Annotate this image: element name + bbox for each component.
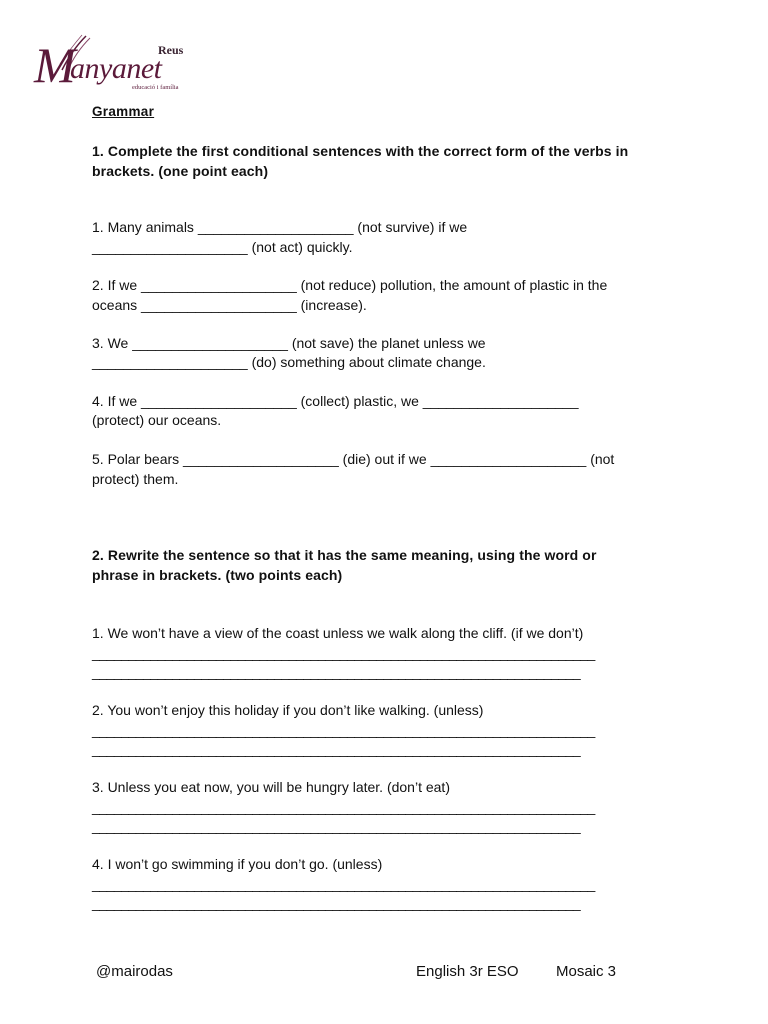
exercise2-item3-answer-line2[interactable]: ___________________________________________________________________ xyxy=(92,818,581,834)
section2-instruction-line2: phrase in brackets. (two points each) xyxy=(92,567,343,583)
logo-tagline: educació i família xyxy=(132,84,179,91)
exercise2-item3-prompt: 3. Unless you eat now, you will be hungry later. (don’t eat) xyxy=(92,779,450,795)
exercise1-item1-line2: ____________________ (not act) quickly. xyxy=(92,239,353,255)
logo-initial: M xyxy=(34,37,76,93)
page-title: Grammar xyxy=(92,104,155,119)
section2-instruction-line1: 2. Rewrite the sentence so that it has the same meaning, using the word or xyxy=(92,547,597,563)
exercise2-item1-answer-line1[interactable]: _____________________________________________________________________ xyxy=(92,645,595,661)
exercise2-item2-prompt: 2. You won’t enjoy this holiday if you don’t like walking. (unless) xyxy=(92,702,484,718)
exercise2-item2-answer-line1[interactable]: _____________________________________________________________________ xyxy=(92,722,595,738)
exercise1-item4-line2: (protect) our oceans. xyxy=(92,412,222,428)
exercise1-item1-line1: 1. Many animals ____________________ (not survive) if we xyxy=(92,219,468,235)
exercise2-item3-answer-line1[interactable]: _____________________________________________________________________ xyxy=(92,799,595,815)
footer-book: Mosaic 3 xyxy=(556,963,617,980)
logo-name: anyanet xyxy=(70,52,162,85)
exercise1-item2-line1: 2. If we ____________________ (not reduce) pollution, the amount of plastic in the xyxy=(92,277,608,293)
exercise2-item4-answer-line1[interactable]: _____________________________________________________________________ xyxy=(92,876,595,892)
exercise2-item4-prompt: 4. I won’t go swimming if you don’t go. (unless) xyxy=(92,856,383,872)
section1-instruction-line2: brackets. (one point each) xyxy=(92,163,269,179)
exercise1-item5-line1: 5. Polar bears ____________________ (die) out if we ____________________ (not xyxy=(92,451,615,467)
exercise1-item3-line1: 3. We ____________________ (not save) the planet unless we xyxy=(92,335,486,351)
exercise1-item2-line2: oceans ____________________ (increase). xyxy=(92,297,367,313)
footer-author: @mairodas xyxy=(96,963,173,980)
logo-city: Reus xyxy=(158,43,184,57)
exercise2-item1-prompt: 1. We won’t have a view of the coast unless we walk along the cliff. (if we don’t) xyxy=(92,625,584,641)
footer-course: English 3r ESO xyxy=(416,963,519,980)
exercise1-item3-line2: ____________________ (do) something about climate change. xyxy=(92,354,486,370)
section1-instruction-line1: 1. Complete the first conditional sentences with the correct form of the verbs in xyxy=(92,143,629,159)
school-logo xyxy=(34,34,204,98)
exercise1-item4-line1: 4. If we ____________________ (collect) plastic, we ____________________ xyxy=(92,393,579,409)
exercise1-item5-line2: protect) them. xyxy=(92,471,179,487)
exercise2-item1-answer-line2[interactable]: ___________________________________________________________________ xyxy=(92,664,581,680)
exercise2-item4-answer-line2[interactable]: ___________________________________________________________________ xyxy=(92,895,581,911)
exercise2-item2-answer-line2[interactable]: ___________________________________________________________________ xyxy=(92,741,581,757)
